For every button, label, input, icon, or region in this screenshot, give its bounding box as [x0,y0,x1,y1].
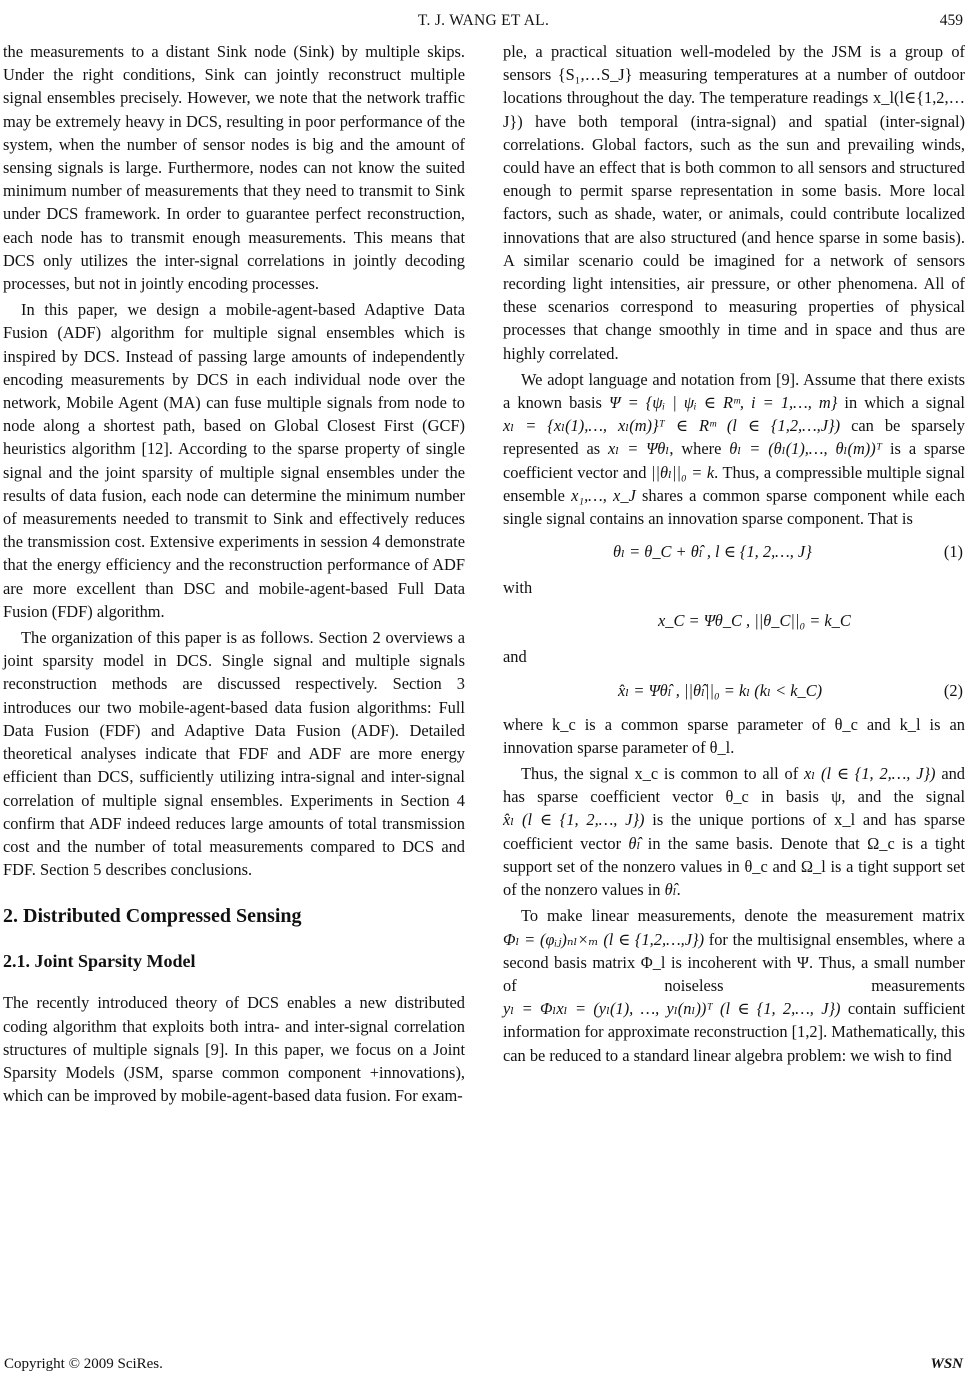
text-run: . Thus, a compressible multiple signal ensemble [503,462,965,505]
equation-common [503,603,965,639]
equation-text: x̂ₗ = Ψθ̂ₗ , ||θ̂ₗ||₀ = kₗ (kₗ < k_C) [618,680,823,700]
math-innovation-coef: θ̂ₗ [628,833,641,853]
text-run: shares a common sparse component while each single signal contains an innovation sparse component. That is [503,485,965,529]
paragraph: ple, a practical situation well-modeled by the JSM is a group of sensors {S₁,…S_J} measuring temperatures at a number of outdoor locations throughout the day. The temperature readings x_l(l∈{1,2,…J}) have both temporal (intra-signal) and spatial (inter-signal) correlations. Global factors, such as the sun and prevailing winds, could have an effect that is both common to all sensors and structured enough to permit sparse representation in some basis. More local factors, such as shade, water, or animals, could contribute localized innovations that are also structured (and hence sparse in some basis). A similar scenario could be imagined for a network of sensors recording light intensities, air pressure, or other phenomena. All of these scenarios correspond to measuring properties of physical processes that change smoothly in time and in space and thus are highly correlated. [503,42,965,363]
text-run: and has sparse coefficient vector θ_c in basis ψ, and the signal [503,764,965,807]
text-run: in the same basis. Denote that Ω_c is a tight support set of the nonzero values in θ_c and Ω_l is a tight support set of the nonzero values in [503,833,965,900]
equation-number: (1) [943,542,963,562]
math-measurement-matrix: Φₗ = (φᵢⱼ)ₙₗ×ₘ (l ∈ {1,2,…,J}) [503,929,705,949]
text-run: contain sufficient information for approximate reconstruction [1,2]. Mathematically, this can be reduced to a standard linear algebra problem: we wish to find [503,999,966,1065]
equation-number: (2) [943,680,963,700]
copyright: Copyright © 2009 SciRes. [4,1356,163,1372]
page-header [0,12,967,36]
text-run: is the unique portions of x_l and has sparse coefficient vector [503,810,965,853]
paragraph: The recently introduced theory of DCS enables a new distributed coding algorithm that exploits both intra- and inter-signal correlation structures of multiple signals [9]. In this paper, we focus on a Joint Sparsity Models (JSM, sparse common component +innovations), which can be improved by mobile-agent-based data fusion. For exam- [3,993,465,1106]
math-coefficients: θₗ = (θₗ(1),…, θₗ(m))ᵀ [729,439,883,459]
page-number: 459 [939,12,963,29]
subsection-title: 2.1. Joint Sparsity Model [3,951,196,972]
math-sparsity: ||θₗ||₀ = k [650,462,715,482]
math-measurements: yₗ = Φₗxₗ = (yₗ(1), …, yₗ(nₗ))ᵀ (l ∈ {1, 2,…, J}) [503,999,841,1019]
text-run: We adopt language and notation from [9]. Assume that there exists a known basis [503,369,965,413]
text-run: is a sparse coefficient vector and [503,439,965,482]
math-representation: xₗ = Ψθₗ [608,439,670,459]
math-signal-set: xₗ (l ∈ {1, 2,…, J}) [804,764,936,784]
paragraph: where k_c is a common sparse parameter of θ_c and k_l is an innovation sparse parameter of θ_l. [503,714,965,757]
paragraph: The organization of this paper is as follows. Section 2 overviews a joint sparsity model in DCS. Single signal and multiple signals reconstruction methods are discussed respectively. Section 3 introduces our two mobile-agent-based data fusion algorithms: Full Data Fusion (FDF) and Adaptive Data Fusion (ADF). Detailed theoretical analyses indicate that FDF and ADF are more energy efficient than DCS, sufficiently utilizing intra-signal and inter-signal correlation of multiple signal ensembles. Experiments in Section 4 confirm that ADF indeed reduces large amounts of total transmission cost and the number of total measurements compared to DCS and FDF. Section 5 describes conclusions. [3,628,465,880]
equation-text: x_C = Ψθ_C , ||θ_C||₀ = k_C [658,611,851,631]
equation-1 [503,534,965,570]
paragraph [503,904,965,1066]
paragraph: the measurements to a distant Sink node (Sink) by multiple skips. Under the right conditions, Sink can jointly reconstruct multiple signal ensembles precisely. However, we note that the network traffic may be extremely heavy in DCS, resulting in poor performance of the system, when the number of sensor nodes is big and the amount of sensing signals is large. Furthermore, nodes can not know the suited minimum number of measurements that they need to transmit to Sink under DCS framework. In order to guarantee perfect reconstruction, each node has to transmit enough measurements. This means that DCS only utilizes the inter-signal correlations in jointly decoding processes, but not in jointly encoding processes. [3,42,465,294]
paragraph: In this paper, we design a mobile-agent-based Adaptive Data Fusion (ADF) algorithm for multiple signal ensembles which is inspired by DCS. Instead of passing large amounts of independently encoding measurements by DCS in each individual node over the network, Mobile Agent (MA) can fuse multiple signals from node to node along a shortest path, based on Global Closest First (GCF) heuristics algorithm [12]. According to the sparse property of single signal and the joint sparsity of multiple signal ensembles under the results of data fusion, each node can determine the minimum number of measurements needed to transmit to Sink and effectively reduces the transmission cost. Extensive experiments in session 4 demonstrate that the energy efficiency and the reconstruction performance of ADF are more excellent than DSC and mobile-agent-based Full Data Fusion (FDF) algorithm. [3,300,465,621]
text-run: . [676,880,681,900]
text-run: for the multisignal ensembles, where a second basis matrix Φ_l is incoherent with Ψ. Thus, a small number of noiseless measurements [503,929,965,995]
math-signal: xₗ = {xₗ(1),…, xₗ(m)}ᵀ ∈ Rᵐ (l ∈ {1,2,…,J}) [503,416,841,436]
paragraph [503,762,965,901]
text-run: Thus, the signal x_c is common to all of [521,764,799,784]
equation-text: θₗ = θ_C + θ̂ₗ , l ∈ {1, 2,…, J} [613,542,812,562]
right-column [503,40,965,1067]
journal-name: WSN [930,1356,963,1372]
equation-connector: with [503,578,533,598]
paragraph [503,368,965,530]
left-column [3,40,465,1107]
section-title: 2. Distributed Compressed Sensing [3,905,302,928]
text-run: To make linear measurements, denote the measurement matrix [521,906,965,926]
running-head: T. J. WANG ET AL. [417,12,550,29]
math-ensemble: x₁,…, x_J [571,485,636,505]
text-run: can be sparsely represented as [503,416,965,459]
equation-2 [503,673,965,709]
text-run: in which a signal [844,393,965,413]
math-innovation-set: x̂ₗ (l ∈ {1, 2,…, J}) [503,810,645,830]
math-innovation-coef: θ̂ₗ [664,880,677,900]
page-footer [0,1356,967,1378]
math-basis: Ψ = {ψᵢ | ψᵢ ∈ Rᵐ, i = 1,…, m} [609,393,838,413]
equation-connector: and [503,647,527,667]
text-run: , where [669,439,722,459]
